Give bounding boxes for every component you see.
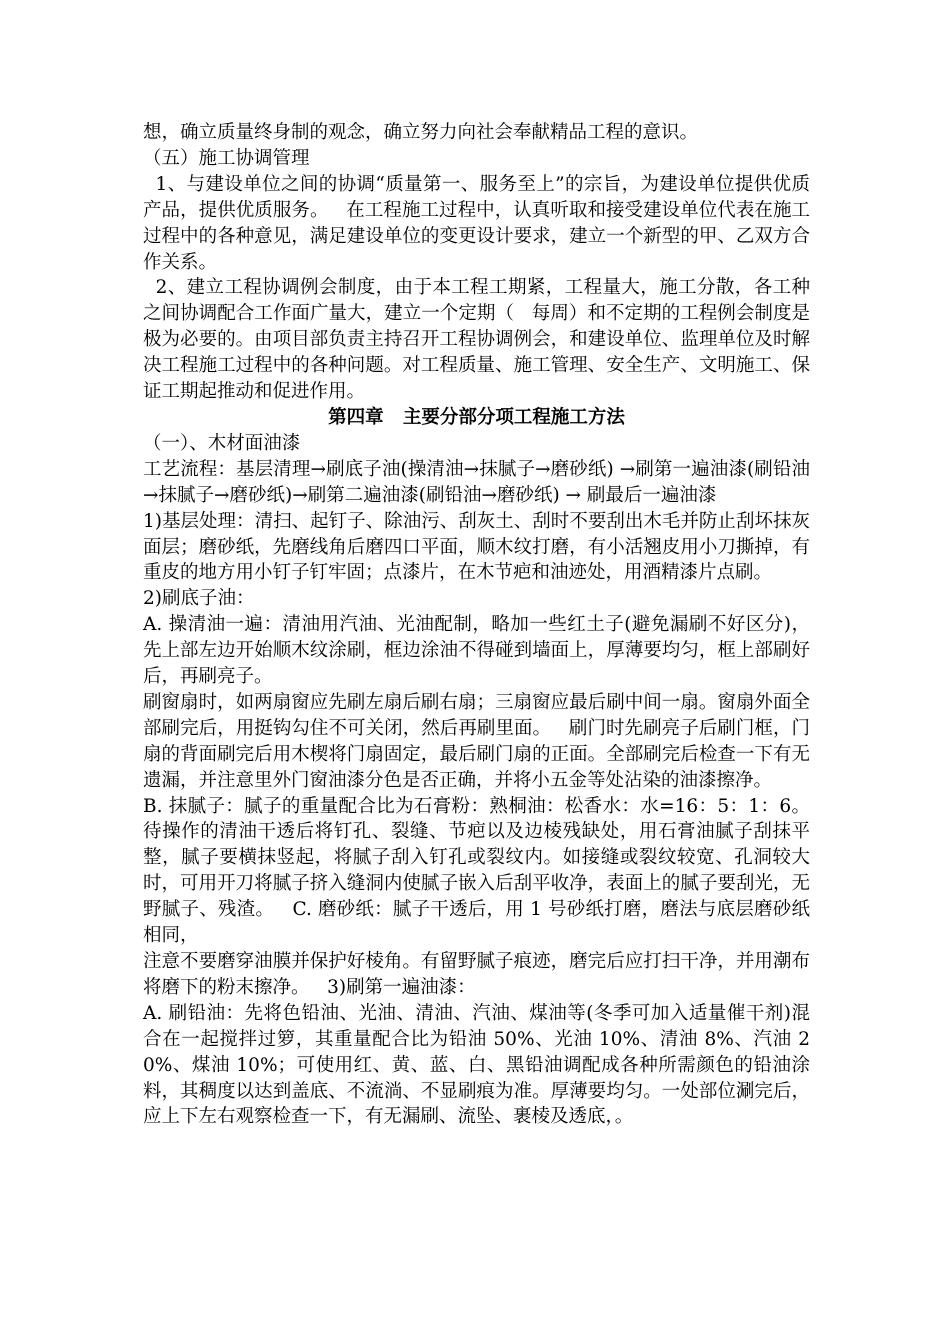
document-page	[143, 120, 810, 1130]
paragraph-sanding: 注意不要磨穿油膜并保护好棱角。有留野腻子痕迹，磨完后应打扫干净，并用潮布将磨下的粉末擦净。 3)刷第一遍油漆：	[143, 951, 810, 998]
section-heading-coordination: （五）施工协调管理	[143, 147, 310, 169]
paragraph-base-treatment: 1)基层处理：清扫、起钉子、除油污、刮灰土、刮时不要刮出木毛并防止刮坏抹灰面层；磨砂纸，先磨线角后磨四口平面，顺木纹打磨，有小活翘皮用小刀撕掉，有重皮的地方用小钉子钉牢固；点漆片，在木节疤和油迹处，用酒精漆片点刷。	[143, 510, 810, 584]
paragraph-primer-heading: 2)刷底子油：	[143, 588, 255, 610]
paragraph-coordination-meetings: 2、建立工程协调例会制度，由于本工程工期紧，工程量大，施工分散，各工种之间协调配合工作面广量大，建立一个定期（ 每周）和不定期的工程例会制度是极为必要的。由项目部负责主持召开工程协调例会，和建设单位、监理单位及时解决工程施工过程中的各种问题。对工程质量、施工管理、安全生产、文明施工、保证工期起推动和促进作用。	[143, 277, 811, 403]
paragraph-clear-oil: A. 操清油一遍：清油用汽油、光油配制，略加一些红土子(避免漏刷不好区分)，先上部左边开始顺木纹涂刷，框边涂油不得碰到墙面上，厚薄要均匀，框上部刷好后，再刷亮子。	[143, 614, 810, 688]
paragraph-client-coordination: 1、与建设单位之间的协调“质量第一、服务至上”的宗旨，为建设单位提供优质产品，提供优质服务。 在工程施工过程中，认真听取和接受建设单位代表在施工过程中的各种意见，满足建设单位的变更设计要求，建立一个新型的甲、乙双方合作关系。	[143, 173, 810, 273]
paragraph-window-door-order: 刷窗扇时，如两扇窗应先刷左扇后刷右扇；三扇窗应最后刷中间一扇。窗扇外面全部刷完后，用挺钩勾住不可关闭，然后再刷里面。 刷门时先刷亮子后刷门框，门扇的背面刷完后用木楔将门扇固定，最后刷门扇的正面。全部刷完后检查一下有无遗漏，并注意里外门窗油漆分色是否正确，并将小五金等处沾染的油漆擦净。	[143, 691, 810, 791]
paragraph-quality-awareness: 想，确立质量终身制的观念，确立努力向社会奉献精品工程的意识。	[143, 122, 699, 143]
paragraph-process-flow: 工艺流程：基层清理→刷底子油(操清油→抹腻子→磨砂纸) →刷第一遍油漆(刷铅油→抹腻子→磨砂纸)→刷第二遍油漆(刷铅油→磨砂纸) → 刷最后一遍油漆	[143, 458, 810, 506]
section-heading-wood-paint: （一）、木材面油漆	[143, 432, 301, 454]
chapter-title: 第四章 主要分部分项工程施工方法	[328, 406, 625, 428]
paragraph-lead-oil: A. 刷铅油：先将色铅油、光油、清油、汽油、煤油等(冬季可加入适量催干剂)混合在一起搅拌过箩，其重量配合比为铅油 50%、光油 10%、清油 8%、汽油 20%、煤油 10%；可使用红、黄、蓝、白、黑铅油调配成各种所需颜色的铅油涂料，其稠度以达到盖底、不流淌、不显刷痕为准。厚薄要均匀。一处部位涮完后，应上下左右观察检查一下，有无漏刷、流坠、裹棱及透底，。	[143, 1002, 810, 1128]
paragraph-putty: B. 抹腻子：腻子的重量配合比为石膏粉：熟桐油：松香水：水=16：5：1：6。待操作的清油干透后将钉孔、裂缝、节疤以及边棱残缺处，用石膏油腻子刮抹平整，腻子要横抹竖起，将腻子刮入钉孔或裂纹内。如接缝或裂纹较宽、孔洞较大时，可用开刀将腻子挤入缝洞内使腻子嵌入后刮平收净，表面上的腻子要刮光，无野腻子、残渣。 C. 磨砂纸：腻子干透后，用 1 号砂纸打磨，磨法与底层磨砂纸相同，	[143, 795, 810, 947]
